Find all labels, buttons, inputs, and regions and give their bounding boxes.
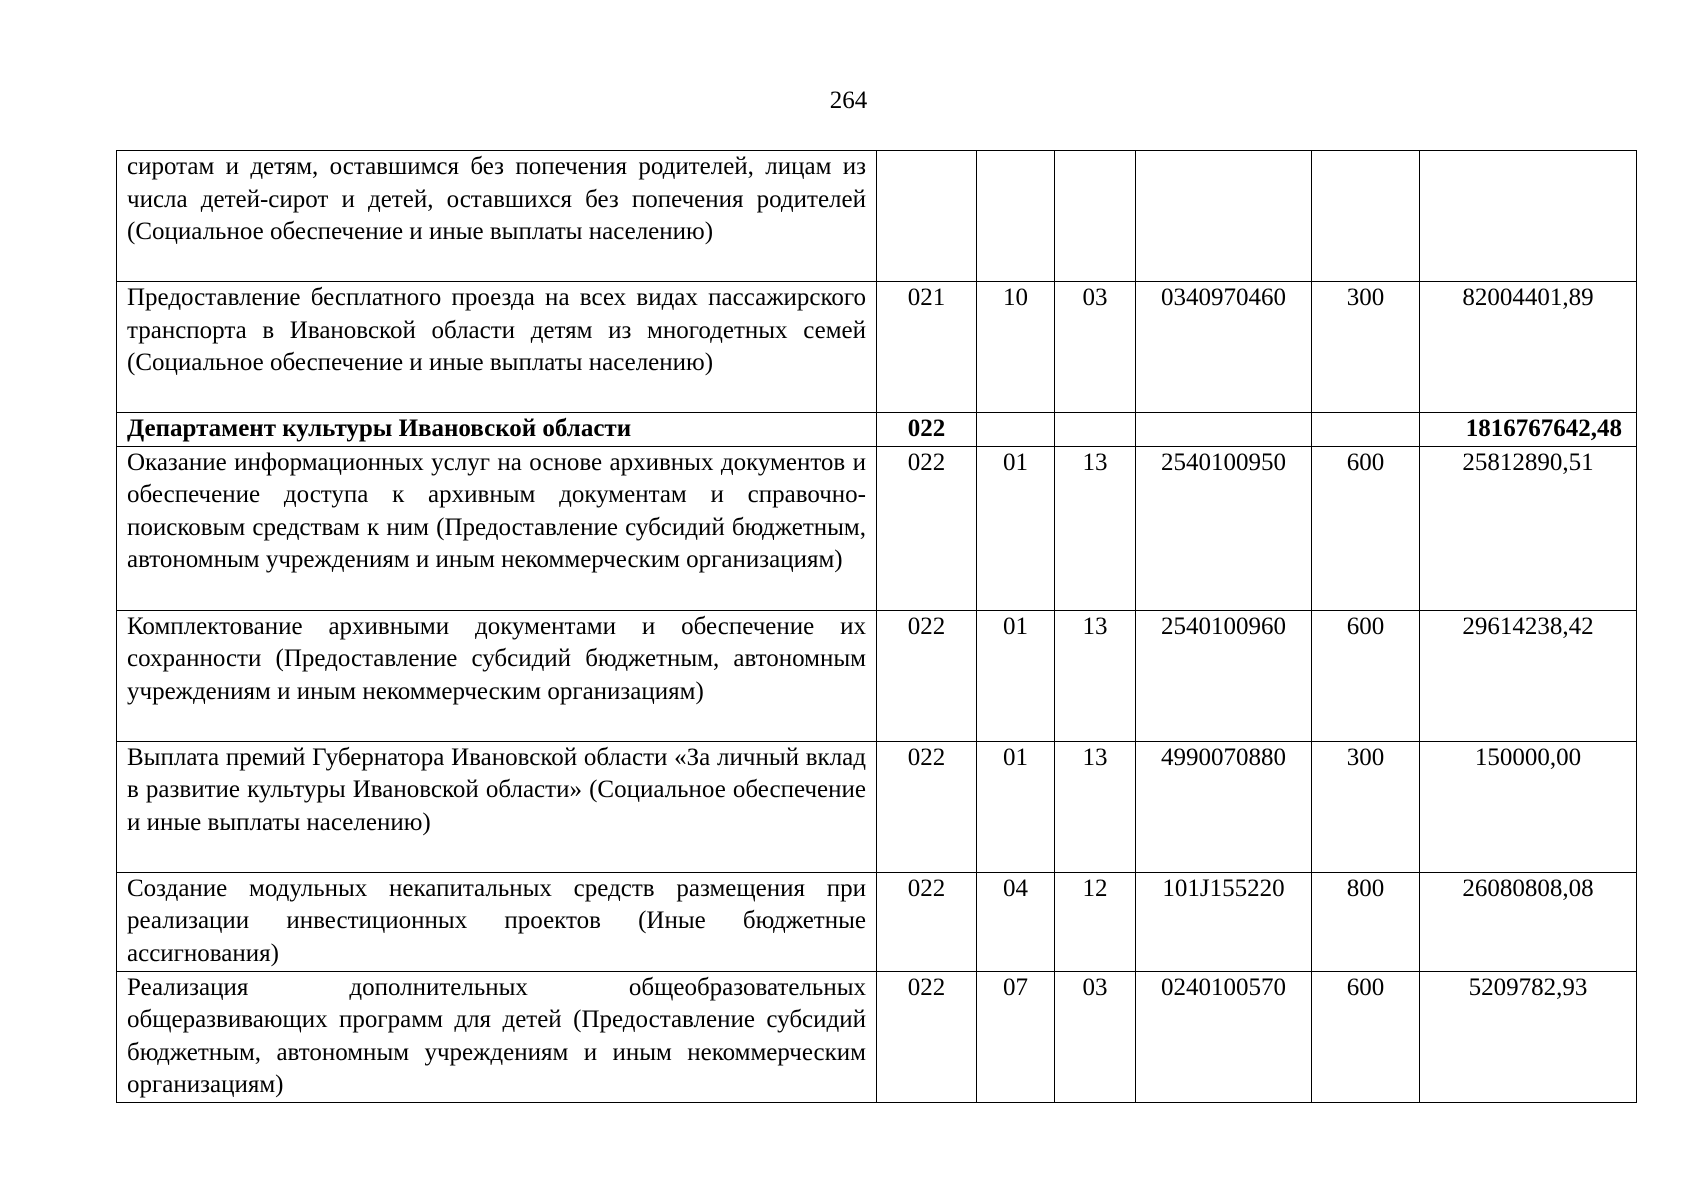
target-article-cell: 2540100950: [1136, 446, 1312, 610]
section-code-cell: 10: [977, 282, 1055, 413]
section-code-cell: 07: [977, 971, 1055, 1102]
description-cell: сиротам и детям, оставшимся без попечения родителей, лицам из числа детей-сирот и детей, оставшихся без попечения родителей (Социальное обеспечение и иные выплаты населению): [117, 151, 877, 282]
target-article-cell: 0340970460: [1136, 282, 1312, 413]
table-row: [117, 971, 1637, 1102]
amount-cell: 150000,00: [1420, 741, 1637, 872]
amount-cell: 5209782,93: [1420, 971, 1637, 1102]
target-article-cell: [1136, 151, 1312, 282]
subsection-code-cell: 13: [1055, 446, 1136, 610]
amount-cell: 82004401,89: [1420, 282, 1637, 413]
subsection-code-cell: 03: [1055, 282, 1136, 413]
description-cell: Реализация дополнительных общеобразовательных общеразвивающих программ для детей (Предоставление субсидий бюджетным, автономным учреждениям и иным некоммерческим организациям): [117, 971, 877, 1102]
ministry-code-cell: 022: [877, 610, 977, 741]
target-article-cell: 101J155220: [1136, 872, 1312, 971]
description-cell: Оказание информационных услуг на основе архивных документов и обеспечение доступа к архивным документам и справочно-поисковым средствам к ним (Предоставление субсидий бюджетным, автономным учреждениям и иным некоммерческим организациям): [117, 446, 877, 610]
expense-type-cell: 600: [1312, 446, 1420, 610]
budget-table-body: [117, 151, 1637, 1103]
expense-type-cell: [1312, 151, 1420, 282]
target-article-cell: 4990070880: [1136, 741, 1312, 872]
section-code-cell: 01: [977, 610, 1055, 741]
section-code-cell: 01: [977, 741, 1055, 872]
section-code-cell: [977, 151, 1055, 282]
ministry-code-cell: 022: [877, 872, 977, 971]
target-article-cell: 2540100960: [1136, 610, 1312, 741]
amount-cell: 26080808,08: [1420, 872, 1637, 971]
table-row: [117, 446, 1637, 610]
section-code-cell: [977, 413, 1055, 447]
subsection-code-cell: 13: [1055, 741, 1136, 872]
subsection-code-cell: 13: [1055, 610, 1136, 741]
ministry-code-cell: 022: [877, 413, 977, 447]
expense-type-cell: 800: [1312, 872, 1420, 971]
table-row: [117, 282, 1637, 413]
description-cell: Выплата премий Губернатора Ивановской области «За личный вклад в развитие культуры Ивановской области» (Социальное обеспечение и иные выплаты населению): [117, 741, 877, 872]
ministry-code-cell: 022: [877, 446, 977, 610]
description-cell: Создание модульных некапитальных средств размещения при реализации инвестиционных проектов (Иные бюджетные ассигнования): [117, 872, 877, 971]
ministry-code-cell: 022: [877, 741, 977, 872]
page-number: 264: [829, 87, 868, 114]
subsection-code-cell: [1055, 151, 1136, 282]
expense-type-cell: 300: [1312, 741, 1420, 872]
budget-table: [116, 150, 1637, 1103]
table-row: [117, 151, 1637, 282]
section-code-cell: 01: [977, 446, 1055, 610]
subsection-code-cell: 03: [1055, 971, 1136, 1102]
target-article-cell: [1136, 413, 1312, 447]
table-row: [117, 413, 1637, 447]
ministry-code-cell: 021: [877, 282, 977, 413]
amount-cell: [1420, 151, 1637, 282]
description-cell: Департамент культуры Ивановской области: [117, 413, 877, 447]
subsection-code-cell: 12: [1055, 872, 1136, 971]
description-cell: Комплектование архивными документами и обеспечение их сохранности (Предоставление субсидий бюджетным, автономным учреждениям и иным некоммерческим организациям): [117, 610, 877, 741]
expense-type-cell: [1312, 413, 1420, 447]
description-cell: Предоставление бесплатного проезда на всех видах пассажирского транспорта в Ивановской области детям из многодетных семей (Социальное обеспечение и иные выплаты населению): [117, 282, 877, 413]
subsection-code-cell: [1055, 413, 1136, 447]
ministry-code-cell: [877, 151, 977, 282]
table-row: [117, 872, 1637, 971]
expense-type-cell: 600: [1312, 971, 1420, 1102]
amount-cell: 25812890,51: [1420, 446, 1637, 610]
target-article-cell: 0240100570: [1136, 971, 1312, 1102]
table-row: [117, 610, 1637, 741]
amount-cell: 29614238,42: [1420, 610, 1637, 741]
expense-type-cell: 600: [1312, 610, 1420, 741]
section-code-cell: 04: [977, 872, 1055, 971]
ministry-code-cell: 022: [877, 971, 977, 1102]
table-row: [117, 741, 1637, 872]
expense-type-cell: 300: [1312, 282, 1420, 413]
amount-cell: 1816767642,48: [1420, 413, 1637, 447]
